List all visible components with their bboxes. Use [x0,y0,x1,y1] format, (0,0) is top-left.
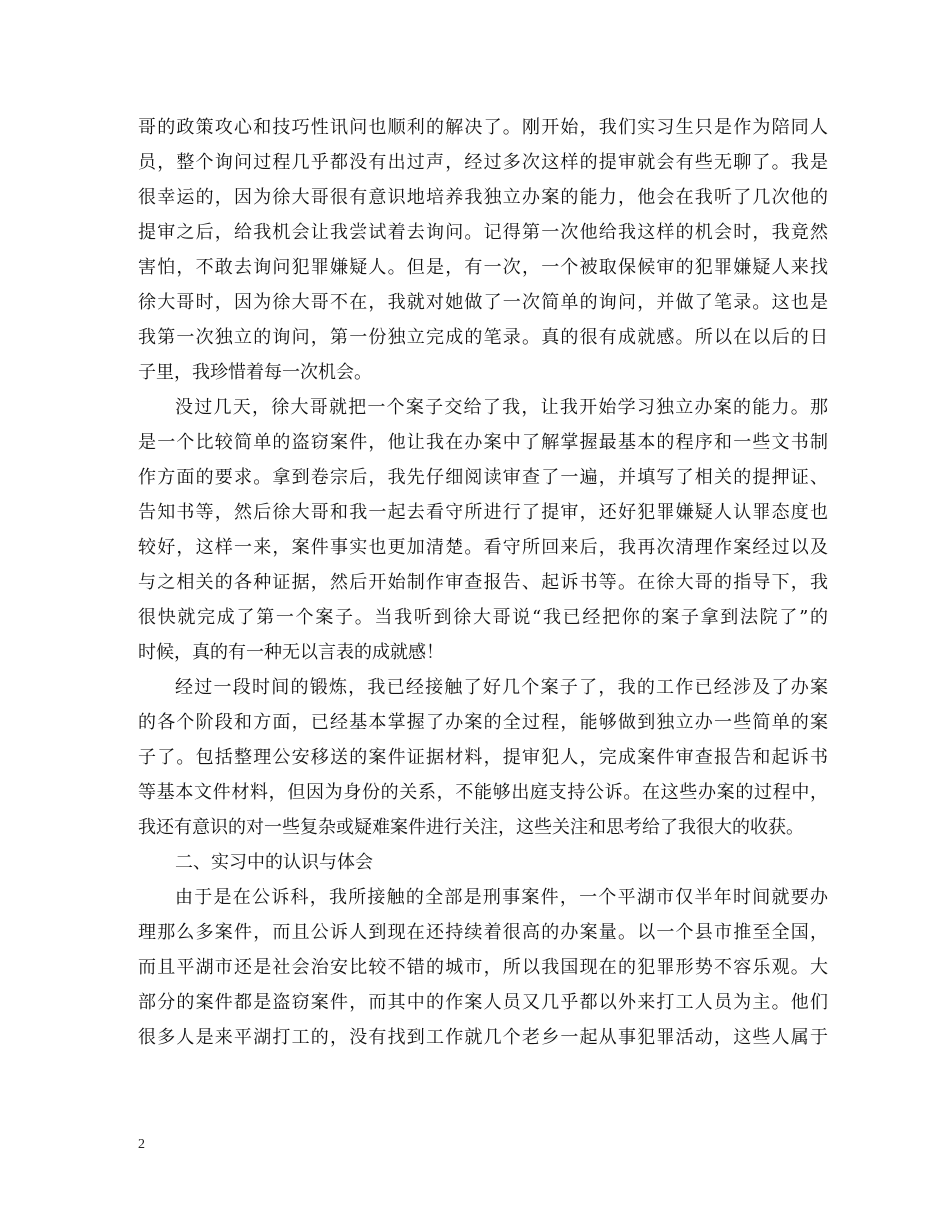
text-line: 理那么多案件，而且公诉人到现在还持续着很高的办案量。以一个县市推至全国， [138,922,828,943]
text-line: 我还有意识的对一些复杂或疑难案件进行关注，这些关注和思考给了我很大的收获。 [138,817,804,838]
paragraph-first-line: 经过一段时间的锻炼，我已经接触了好几个案子了，我的工作已经涉及了办案 [175,677,828,698]
text-line: 很幸运的，因为徐大哥很有意识地培养我独立办案的能力，他会在我听了几次他的 [138,187,828,208]
text-line: 子了。包括整理公安移送的案件证据材料，提审犯人，完成案件审查报告和起诉书 [138,747,828,768]
document-body [138,110,828,1055]
paragraph-first-line: 由于是在公诉科，我所接触的全部是刑事案件，一个平湖市仅半年时间就要办 [175,887,828,908]
text-line: 与之相关的各种证据，然后开始制作审查报告、起诉书等。在徐大哥的指导下，我 [138,572,828,593]
text-line: 很快就完成了第一个案子。当我听到徐大哥说“我已经把你的案子拿到法院了”的 [138,607,828,628]
text-line: 很多人是来平湖打工的，没有找到工作就几个老乡一起从事犯罪活动，这些人属于 [138,1027,828,1048]
text-line: 害怕，不敢去询问犯罪嫌疑人。但是，有一次，一个被取保候审的犯罪嫌疑人来找 [138,257,828,278]
text-line: 作方面的要求。拿到卷宗后，我先仔细阅读审查了一遍，并填写了相关的提押证、 [138,467,828,488]
text-line: 员，整个询问过程几乎都没有出过声，经过多次这样的提审就会有些无聊了。我是 [138,152,828,173]
page-number: 2 [138,1137,145,1152]
text-line: 是一个比较简单的盗窃案件，他让我在办案中了解掌握最基本的程序和一些文书制 [138,432,828,453]
text-line: 徐大哥时，因为徐大哥不在，我就对她做了一次简单的询问，并做了笔录。这也是 [138,292,828,313]
text-line: 哥的政策攻心和技巧性讯问也顺利的解决了。刚开始，我们实习生只是作为陪同人 [138,117,828,138]
text-line: 我第一次独立的询问，第一份独立完成的笔录。真的很有成就感。所以在以后的日 [138,327,828,348]
text-line: 子里，我珍惜着每一次机会。 [138,362,372,383]
paragraph-first-line: 没过几天，徐大哥就把一个案子交给了我，让我开始学习独立办案的能力。那 [175,397,828,418]
text-line: 的各个阶段和方面，已经基本掌握了办案的全过程，能够做到独立办一些简单的案 [138,712,828,733]
text-line: 提审之后，给我机会让我尝试着去询问。记得第一次他给我这样的机会时，我竟然 [138,222,828,243]
text-line: 部分的案件都是盗窃案件，而其中的作案人员又几乎都以外来打工人员为主。他们 [138,992,828,1013]
text-line: 时候，真的有一种无以言表的成就感！ [138,642,444,663]
text-line: 较好，这样一来，案件事实也更加清楚。看守所回来后，我再次清理作案经过以及 [138,537,828,558]
text-line: 告知书等，然后徐大哥和我一起去看守所进行了提审，还好犯罪嫌疑人认罪态度也 [138,502,828,523]
section-heading: 二、实习中的认识与体会 [175,852,373,873]
text-line: 而且平湖市还是社会治安比较不错的城市，所以我国现在的犯罪形势不容乐观。大 [138,957,828,978]
text-line: 等基本文件材料，但因为身份的关系，不能够出庭支持公诉。在这些办案的过程中， [138,782,828,803]
